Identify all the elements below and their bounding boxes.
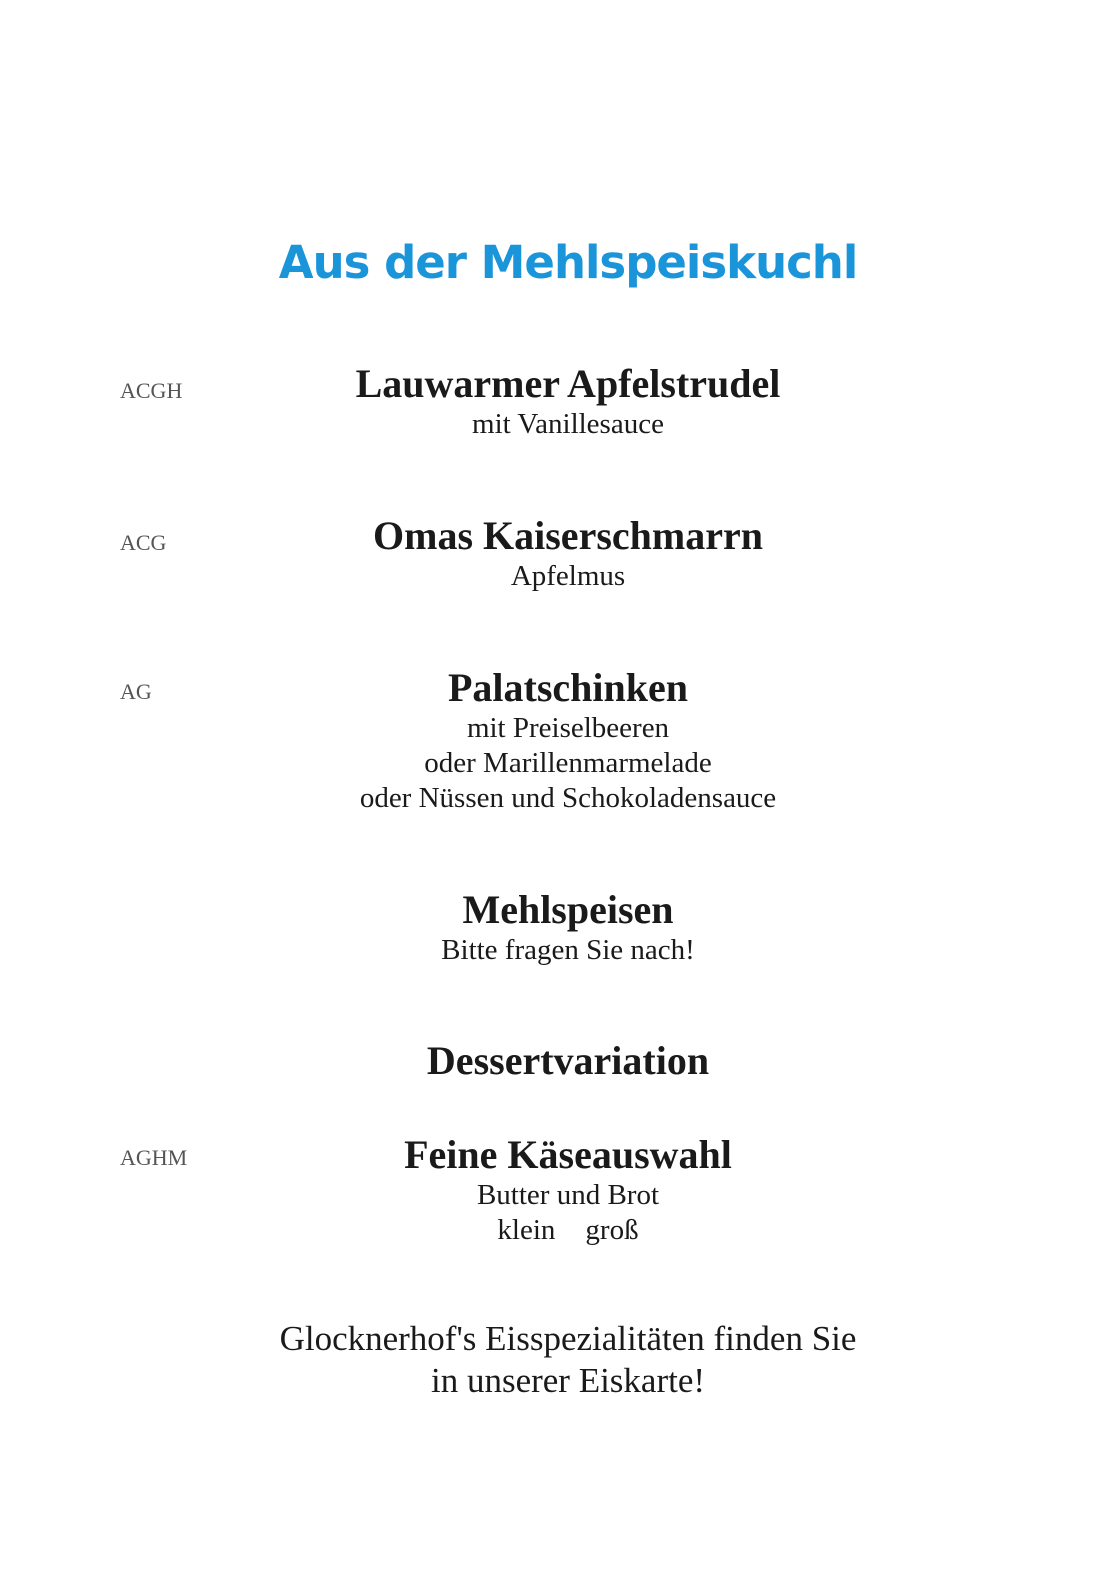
- allergen-code: AG: [120, 679, 152, 704]
- footer-line: Glocknerhof's Eisspezialitäten finden Sie: [279, 1319, 857, 1358]
- menu-item-apfelstrudel: [0, 361, 1107, 442]
- item-name: Palatschinken: [447, 665, 689, 710]
- item-name: Lauwarmer Apfelstrudel: [355, 361, 781, 406]
- menu-item-mehlspeisen: [0, 887, 1107, 968]
- item-description: oder Nüssen und Schokoladensauce: [359, 782, 777, 814]
- footer-line: in unserer Eiskarte!: [430, 1361, 706, 1400]
- allergen-code: ACGH: [120, 378, 183, 403]
- size-large-label: groß: [585, 1214, 639, 1246]
- item-name: Omas Kaiserschmarrn: [373, 513, 763, 558]
- item-name: Feine Käseauswahl: [404, 1132, 732, 1177]
- item-name: Mehlspeisen: [462, 887, 674, 932]
- size-small-label: klein: [497, 1214, 556, 1246]
- item-description: Butter und Brot: [476, 1179, 660, 1211]
- item-description: Bitte fragen Sie nach!: [441, 934, 695, 966]
- item-name: Dessertvariation: [426, 1038, 710, 1083]
- allergen-code: ACG: [120, 530, 167, 555]
- item-description: oder Marillenmarmelade: [424, 747, 712, 779]
- item-description: mit Preiselbeeren: [466, 712, 670, 744]
- footer-note: [0, 1318, 1107, 1402]
- menu-item-kaeseauswahl: [0, 1132, 1107, 1248]
- item-description: Apfelmus: [510, 560, 626, 592]
- size-options: [0, 1213, 1107, 1248]
- item-description: mit Vanillesauce: [472, 408, 664, 440]
- page-title: Aus der Mehlspeiskuchl: [278, 236, 858, 289]
- menu-item-palatschinken: [0, 665, 1107, 816]
- menu-item-dessertvariation: [0, 1038, 1107, 1084]
- allergen-code: AGHM: [120, 1145, 188, 1170]
- menu-item-kaiserschmarrn: [0, 513, 1107, 594]
